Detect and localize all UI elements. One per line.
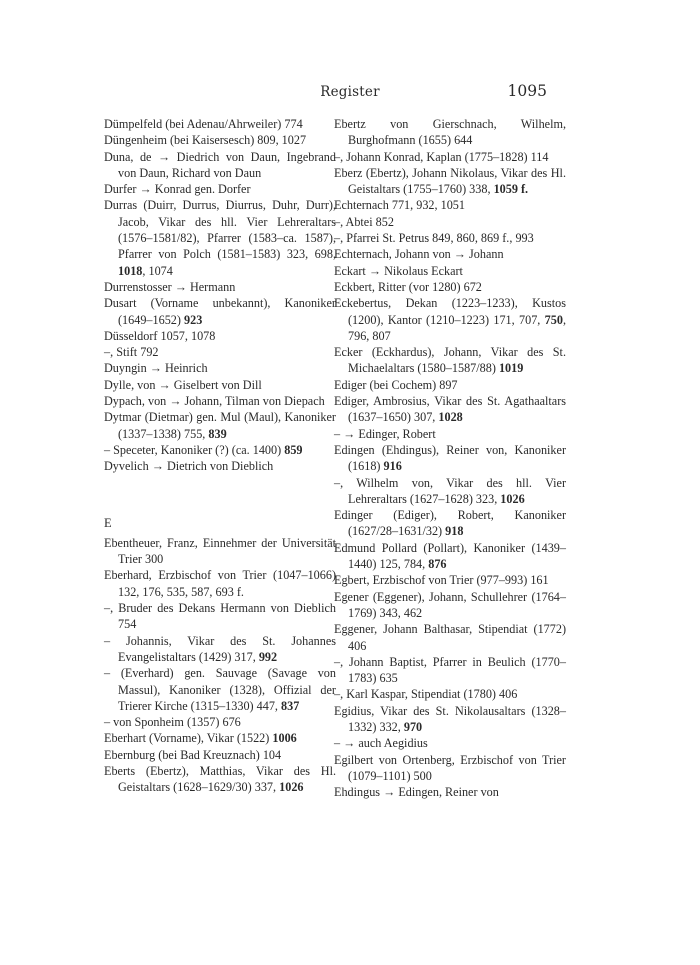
index-entry: Egilbert von Ortenberg, Erzbischof von Trier (1079–1101) 500 xyxy=(334,752,566,783)
index-entry: Eggener, Johann Balthasar, Stipendiat (1772) 406 xyxy=(334,622,566,653)
index-entry: Echternach, Johann von → Johann xyxy=(334,247,504,262)
index-entry: Dytmar (Dietmar) gen. Mul (Maul), Kanoniker (1337–1338) 755, 839 xyxy=(104,410,336,441)
index-entry: –, Karl Kaspar, Stipendiat (1780) 406 xyxy=(334,687,518,702)
index-entry: Egbert, Erzbischof von Trier (977–993) 161 xyxy=(334,573,549,588)
index-entry: Duyngin → Heinrich xyxy=(104,361,208,376)
index-entry: – (Everhard) gen. Sauvage (Savage von Massul), Kanoniker (1328), Offizial der Trierer Kirche (1315–1330) 447, 837 xyxy=(104,666,336,713)
index-entry: Duna, de → Diedrich von Daun, Ingebrand von Daun, Richard von Daun xyxy=(104,149,336,180)
index-entry: Dypach, von → Johann, Tilman von Diepach xyxy=(104,394,325,409)
index-entry: Ebentheuer, Franz, Einnehmer der Universität Trier 300 xyxy=(104,535,336,567)
index-entry: Eckebertus, Dekan (1223–1233), Kustos (1200), Kantor (1210–1223) 171, 707, 750, 796, 807 xyxy=(334,296,566,343)
page-header xyxy=(0,82,700,106)
index-entry: Düngenheim (bei Kaisersesch) 809, 1027 xyxy=(104,133,307,148)
page-number: 1095 xyxy=(507,82,547,100)
index-entry: –, Pfarrei St. Petrus 849, 860, 869 f., 993 xyxy=(334,231,534,246)
index-entry: –, Bruder des Dekans Hermann von Dieblich 754 xyxy=(104,601,336,632)
index-entry: Durfer → Konrad gen. Dorfer xyxy=(104,182,251,197)
index-entry: Eberhard, Erzbischof von Trier (1047–1066) 132, 176, 535, 587, 693 f. xyxy=(104,568,336,599)
index-entry: Edinger (Ediger), Robert, Kanoniker (1627/28–1631/32) 918 xyxy=(334,508,566,539)
index-entry: Dümpelfeld (bei Adenau/Ahrweiler) 774 xyxy=(104,117,303,131)
index-entry: Egidius, Vikar des St. Nikolausaltars (1328–1332) 332, 970 xyxy=(334,703,566,734)
index-entry: Ebertz von Gierschnach, Wilhelm, Burghofmann (1655) 644 xyxy=(334,117,566,148)
index-entry: Eberz (Ebertz), Johann Nikolaus, Vikar des Hl. Geistaltars (1755–1760) 338, 1059 f. xyxy=(334,165,566,197)
index-entry: Ediger (bei Cochem) 897 xyxy=(334,377,458,392)
index-entry: Ebernburg (bei Bad Kreuznach) 104 xyxy=(104,747,282,762)
index-entry: – Johannis, Vikar des St. Johannes Evangelistaltars (1429) 317, 992 xyxy=(104,633,336,664)
index-entry: Eberts (Ebertz), Matthias, Vikar des Hl. Geistaltars (1628–1629/30) 337, 1026 xyxy=(104,763,336,795)
index-entry: Dusart (Vorname unbekannt), Kanoniker (1649–1652) 923 xyxy=(104,296,336,327)
section-letter: E xyxy=(104,515,112,530)
index-entry: Echternach 771, 932, 1051 xyxy=(334,198,465,213)
index-entry: –, Johann Konrad, Kaplan (1775–1828) 114 xyxy=(334,149,549,164)
index-entry: Edmund Pollard (Pollart), Kanoniker (1439–1440) 125, 784, 876 xyxy=(334,540,566,572)
index-entry: Durrenstosser → Hermann xyxy=(104,279,236,294)
running-title: Register xyxy=(320,84,380,100)
index-entry: Egener (Eggener), Johann, Schullehrer (1764–1769) 343, 462 xyxy=(334,589,566,620)
index-entry: –, Abtei 852 xyxy=(334,214,394,229)
index-entry: Dylle, von → Giselbert von Dill xyxy=(104,377,262,392)
index-entry: – Speceter, Kanoniker (?) (ca. 1400) 859 xyxy=(104,442,303,457)
index-entry: Eckart → Nikolaus Eckart xyxy=(334,263,463,278)
index-entry: –, Wilhelm von, Vikar des hll. Vier Lehreraltars (1627–1628) 323, 1026 xyxy=(334,475,566,506)
index-entry: Edingen (Ehdingus), Reiner von, Kanoniker (1618) 916 xyxy=(334,442,566,474)
index-entry: Durras (Duirr, Durrus, Diurrus, Duhr, Durr), Jacob, Vikar des hll. Vier Lehreraltars (1576–1581/82), Pfarrer (1583–ca. 1587), Pfarrer von Polch (1581–1583) 323, 698, 1018, 1074 xyxy=(104,198,336,278)
index-entry: Düsseldorf 1057, 1078 xyxy=(104,328,216,343)
right-column xyxy=(334,116,566,800)
index-entry: –, Johann Baptist, Pfarrer in Beulich (1770–1783) 635 xyxy=(334,654,566,686)
index-entry: Ecker (Eckhardus), Johann, Vikar des St. Michaelaltars (1580–1587/88) 1019 xyxy=(334,345,566,376)
index-entry: – von Sponheim (1357) 676 xyxy=(104,715,241,730)
index-entry: Eckbert, Ritter (vor 1280) 672 xyxy=(334,279,482,294)
index-entry: Dyvelich → Dietrich von Dieblich xyxy=(104,459,274,474)
index-entry: Eberhart (Vorname), Vikar (1522) 1006 xyxy=(104,731,297,746)
index-entry: Ediger, Ambrosius, Vikar des St. Agathaaltars (1637–1650) 307, 1028 xyxy=(334,394,566,425)
index-entry: – → auch Aegidius xyxy=(334,736,428,751)
left-column xyxy=(104,116,336,796)
index-entry: –, Stift 792 xyxy=(104,345,159,360)
index-entry: – → Edinger, Robert xyxy=(334,426,436,441)
index-entry: Ehdingus → Edingen, Reiner von xyxy=(334,785,499,800)
